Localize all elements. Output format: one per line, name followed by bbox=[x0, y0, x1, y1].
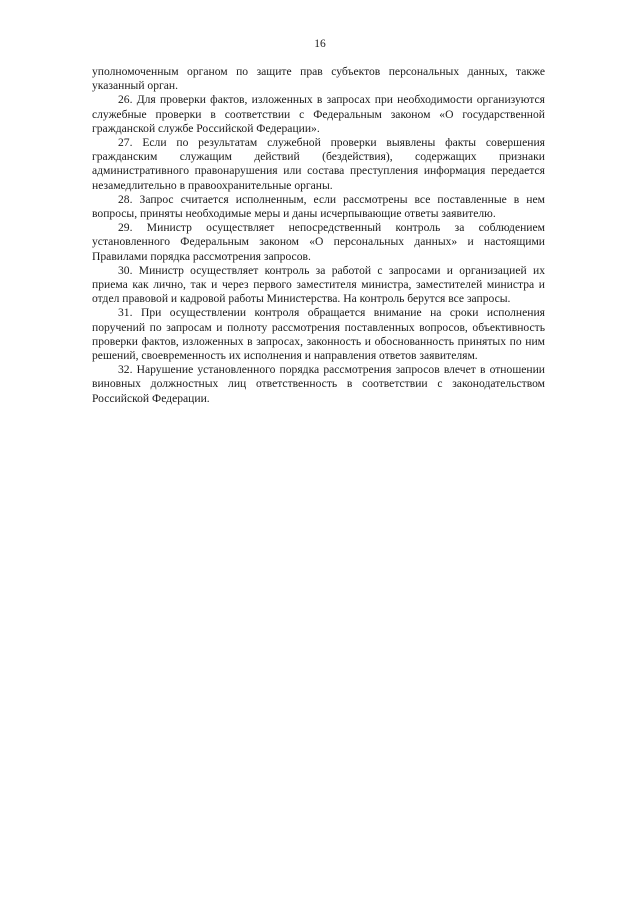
paragraph-27: 27. Если по результатам служебной проверки выявлены факты совершения гражданским служащим действий (бездействия), содержащих признаки административного правонарушения или состава преступления информация передается незамедлительно в правоохранительные органы. bbox=[92, 136, 545, 192]
paragraph-30: 30. Министр осуществляет контроль за работой с запросами и организацией их приема как лично, так и через первого заместителя министра, заместителей министра и отдел правовой и кадровой работы Министерства. На контроль берутся все запросы. bbox=[92, 263, 545, 306]
document-body bbox=[92, 65, 545, 406]
paragraph-31: 31. При осуществлении контроля обращается внимание на сроки исполнения поручений по запросам и полноту рассмотрения поставленных вопросов, объективность проверки фактов, изложенных в запросах, законность и обоснованность принятых по ним решений, своевременность их исполнения и направления ответов заявителям. bbox=[92, 306, 545, 363]
paragraph-28: 28. Запрос считается исполненным, если рассмотрены все поставленные в нем вопросы, приняты необходимые меры и даны исчерпывающие ответы заявителю. bbox=[92, 192, 545, 221]
paragraph-32: 32. Нарушение установленного порядка рассмотрения запросов влечет в отношении виновных должностных лиц ответственность в соответствии с законодательством Российской Федерации. bbox=[92, 363, 545, 405]
paragraph-continuation: уполномоченным органом по защите прав субъектов персональных данных, также указанный орган. bbox=[92, 65, 545, 93]
paragraph-29: 29. Министр осуществляет непосредственный контроль за соблюдением установленного Федеральным законом «О персональных данных» и настоящими Правилами порядка рассмотрения запросов. bbox=[92, 221, 545, 263]
paragraph-26: 26. Для проверки фактов, изложенных в запросах при необходимости организуются служебные проверки в соответствии с Федеральным законом «О государственной гражданской службе Российской Федерации». bbox=[92, 93, 545, 135]
page-number: 16 bbox=[314, 38, 326, 50]
